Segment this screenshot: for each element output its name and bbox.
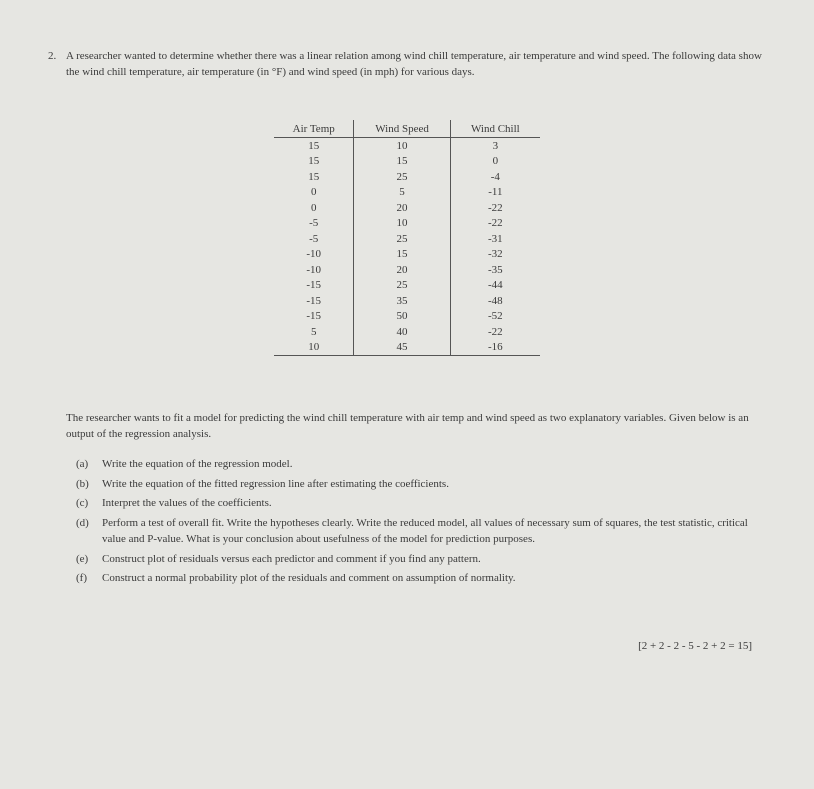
part-text: Construct a normal probability plot of the residuals and comment on assumption of normality.	[102, 572, 516, 584]
cell-wind-speed: 45	[354, 340, 450, 356]
cell-air-temp: 15	[274, 169, 354, 185]
cell-air-temp: 5	[274, 324, 354, 340]
cell-wind-chill: -31	[488, 232, 503, 245]
cell-wind-chill: -22	[488, 217, 503, 230]
cell-wind-speed: 35	[354, 293, 450, 309]
table-row	[274, 154, 540, 170]
cell-wind-speed: 20	[354, 262, 450, 278]
part-b	[76, 476, 756, 493]
cell-wind-speed: 5	[354, 185, 450, 201]
cell-air-temp: -10	[274, 262, 354, 278]
table-row	[274, 200, 540, 216]
cell-air-temp: -10	[274, 247, 354, 263]
cell-wind-chill: -52	[488, 310, 503, 323]
cell-wind-speed: 25	[354, 169, 450, 185]
part-a	[76, 456, 756, 473]
cell-air-temp: 15	[274, 154, 354, 170]
cell-air-temp: -5	[274, 216, 354, 232]
analysis-paragraph: The researcher wants to fit a model for predicting the wind chill temperature with air temp and wind speed as two explanatory variables. Given below is an output of the regression analysis.	[66, 412, 749, 440]
cell-wind-chill: -22	[488, 201, 503, 214]
table-row	[274, 138, 540, 154]
part-text: Write the equation of the regression model.	[102, 458, 293, 470]
cell-wind-chill: -4	[490, 170, 500, 183]
part-d	[76, 515, 756, 548]
cell-wind-speed: 25	[354, 231, 450, 247]
table-header-row	[274, 120, 540, 138]
header-wind-chill: Wind Chill	[450, 120, 540, 138]
table-row	[274, 247, 540, 263]
part-text: Interpret the values of the coefficients.	[102, 497, 272, 509]
part-f	[76, 570, 756, 587]
cell-wind-chill: -44	[488, 279, 503, 292]
part-text: Write the equation of the fitted regression line after estimating the coefficients.	[102, 477, 449, 490]
cell-wind-chill: 3	[492, 139, 499, 152]
cell-air-temp: -15	[274, 293, 354, 309]
question-number: 2.	[48, 50, 57, 62]
cell-wind-chill: -11	[488, 186, 503, 199]
cell-air-temp: 0	[274, 185, 354, 201]
cell-air-temp: -15	[274, 278, 354, 294]
cell-wind-speed: 10	[354, 138, 450, 154]
part-c	[76, 495, 756, 512]
cell-air-temp: 10	[274, 340, 354, 356]
part-label: (e)	[76, 552, 89, 565]
part-e	[76, 551, 756, 568]
cell-wind-chill: -35	[488, 263, 503, 276]
cell-wind-speed: 20	[354, 200, 450, 216]
cell-air-temp: 15	[274, 138, 354, 154]
part-label: (a)	[76, 458, 89, 470]
part-label: (b)	[76, 477, 89, 490]
table-row	[274, 231, 540, 247]
cell-wind-speed: 15	[354, 154, 450, 170]
part-text: Perform a test of overall fit. Write the hypotheses clearly. Write the reduced model, all values of necessary sum of squares, the test statistic, critical value and P-value. What is your conclusion about usefulness of the model for prediction purposes.	[102, 516, 748, 545]
part-text: Construct plot of residuals versus each predictor and comment if you find any pattern.	[102, 552, 481, 565]
header-air-temp: Air Temp	[274, 120, 354, 138]
part-label: (f)	[76, 572, 87, 584]
cell-wind-chill: -16	[450, 340, 540, 356]
cell-wind-chill: -48	[488, 294, 503, 307]
table-row	[274, 262, 540, 278]
table-row	[274, 293, 540, 309]
table-row	[274, 324, 540, 340]
table-row	[274, 185, 540, 201]
cell-wind-chill: -22	[488, 325, 503, 338]
cell-wind-speed: 10	[354, 216, 450, 232]
cell-wind-chill: -32	[488, 248, 503, 261]
cell-air-temp: -15	[274, 309, 354, 325]
marks-total: [2 + 2 - 2 - 5 - 2 + 2 = 15]	[638, 640, 752, 652]
table-row	[274, 216, 540, 232]
table-row	[274, 278, 540, 294]
data-table	[274, 120, 540, 356]
header-wind-speed: Wind Speed	[354, 120, 450, 138]
cell-wind-chill: 0	[492, 155, 499, 168]
cell-air-temp: 0	[274, 200, 354, 216]
table-row	[274, 309, 540, 325]
cell-air-temp: -5	[274, 231, 354, 247]
question-intro: A researcher wanted to determine whether there was a linear relation among wind chill temperature, air temperature and wind speed. The following data show the wind chill temperature, air temperature (in °F) and wind speed (in mph) for various days.	[66, 50, 762, 78]
cell-wind-speed: 50	[354, 309, 450, 325]
part-label: (c)	[76, 497, 89, 509]
question-parts	[76, 456, 756, 590]
part-label: (d)	[76, 516, 89, 529]
cell-wind-speed: 25	[354, 278, 450, 294]
table-row	[274, 169, 540, 185]
cell-wind-speed: 40	[354, 324, 450, 340]
table-row	[274, 340, 540, 356]
cell-wind-speed: 15	[354, 247, 450, 263]
